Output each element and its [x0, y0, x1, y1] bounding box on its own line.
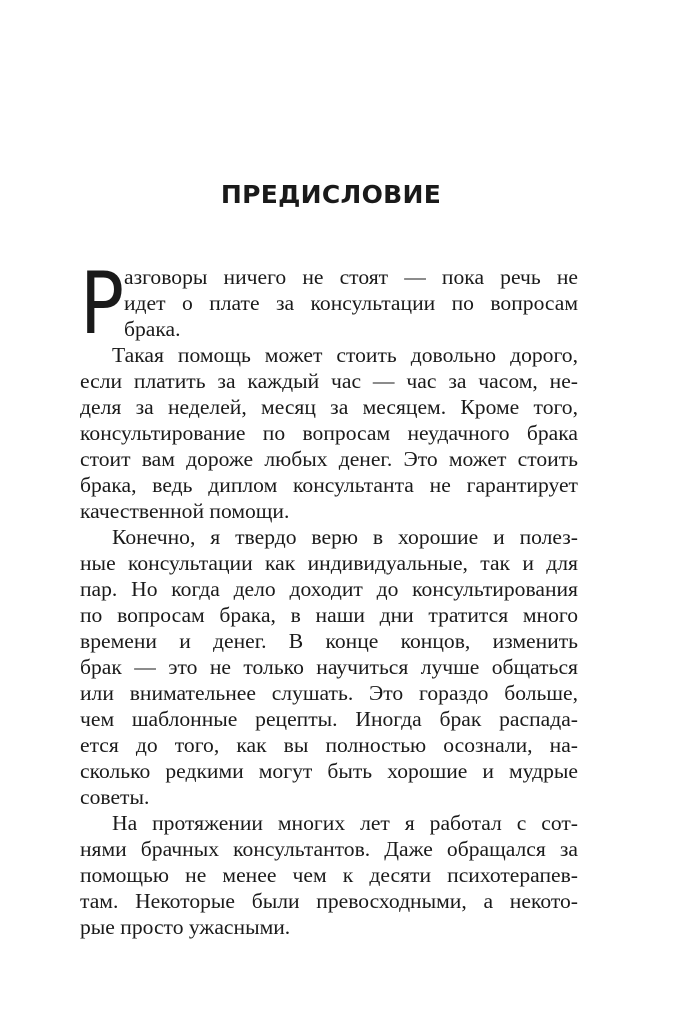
- text-line: качественной помощи.: [80, 499, 290, 523]
- text-line: нями брачных консультантов. Даже обращался за: [80, 837, 578, 861]
- chapter-title: ПРЕДИСЛОВИЕ: [220, 180, 442, 209]
- text-line: ные консультации как индивидуальные, так и для: [80, 551, 578, 575]
- text-line: Конечно, я твердо верю в хорошие и полез-: [112, 525, 578, 549]
- text-line: азговоры ничего не стоят — пока речь не: [124, 265, 578, 289]
- text-line: идет о плате за консультации по вопросам: [124, 291, 578, 315]
- text-line: по вопросам брака, в наши дни тратится много: [80, 603, 578, 627]
- text-line: консультирование по вопросам неудачного брака: [80, 421, 578, 445]
- text-line: советы.: [80, 785, 150, 809]
- text-line: пар. Но когда дело доходит до консультирования: [80, 577, 578, 601]
- text-line: времени и денег. В конце концов, изменить: [80, 629, 578, 653]
- text-line: Такая помощь может стоить довольно дорого,: [112, 343, 578, 367]
- text-line: сколько редкими могут быть хорошие и мудрые: [80, 759, 578, 783]
- text-line: брак — это не только научиться лучше общаться: [80, 655, 578, 679]
- text-line: помощью не менее чем к десяти психотерапев-: [80, 863, 578, 887]
- text-line: стоит вам дороже любых денег. Это может стоить: [80, 447, 578, 471]
- text-line: брака.: [124, 317, 181, 341]
- text-line: или внимательнее слушать. Это гораздо больше,: [80, 681, 578, 705]
- text-line: ется до того, как вы полностью осознали, на-: [80, 733, 578, 757]
- text-line: рые просто ужасными.: [80, 915, 291, 939]
- text-line: если платить за каждый час — час за часом, не-: [80, 369, 578, 393]
- text-line: чем шаблонные рецепты. Иногда брак распада-: [80, 707, 578, 731]
- text-line: деля за неделей, месяц за месяцем. Кроме того,: [80, 395, 578, 419]
- text-line: На протяжении многих лет я работал с сот-: [112, 811, 578, 835]
- text-line: брака, ведь диплом консультанта не гарантирует: [80, 473, 578, 497]
- body-text: [80, 254, 578, 940]
- text-line: там. Некоторые были превосходными, а некото-: [80, 889, 578, 913]
- drop-cap: Р: [80, 254, 125, 354]
